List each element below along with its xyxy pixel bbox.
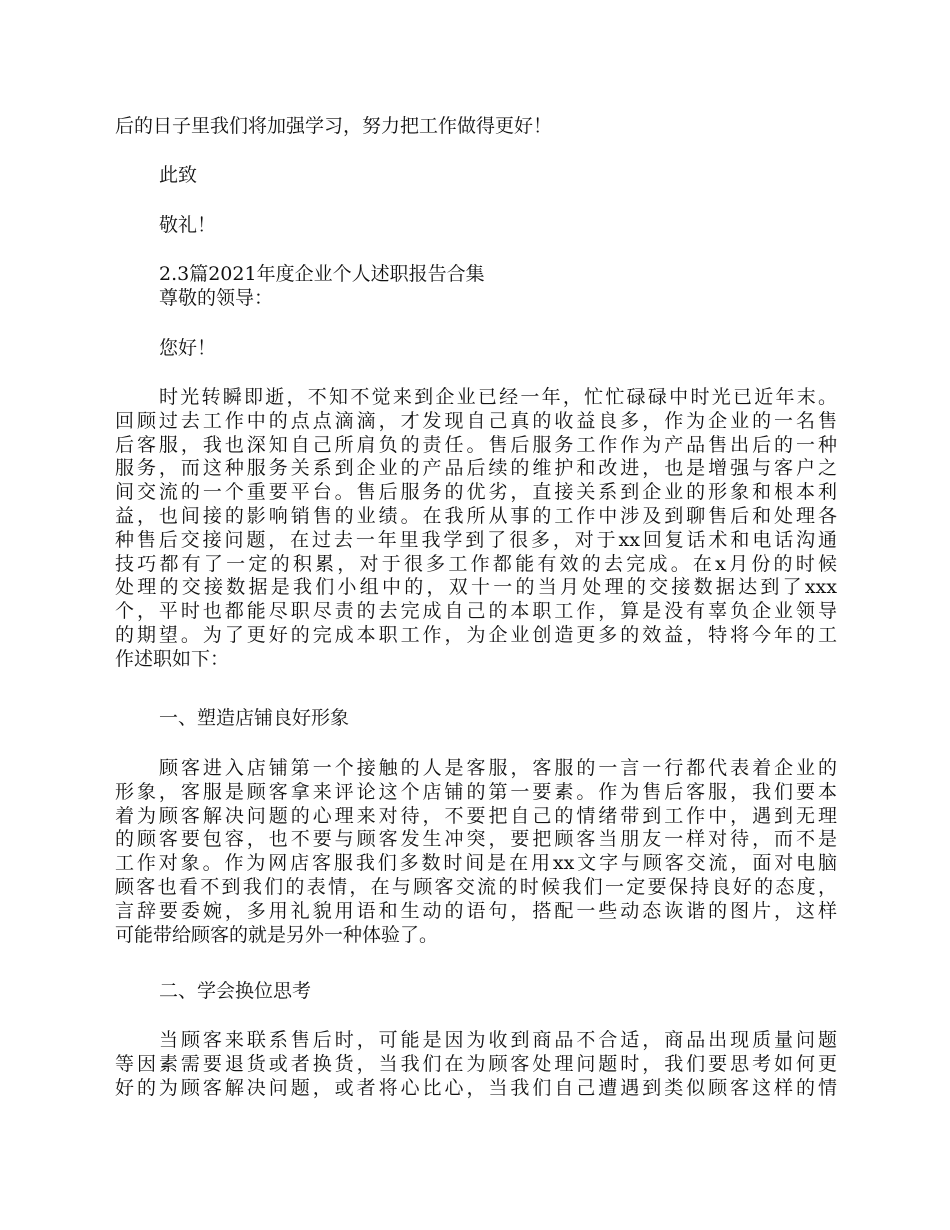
heading-1: 一、塑造店铺良好形象 [159, 707, 350, 729]
salutation: 尊敬的领导： [159, 287, 274, 309]
paragraph-line: 等因素需要退货或者换货，当我们在为顾客处理问题时，我们要思考如何更 [115, 1052, 837, 1075]
paragraph-line: 顾客也看不到我们的表情，在与顾客交流的时候我们一定要保持良好的态度， [115, 875, 837, 898]
paragraph-line: 当顾客来联系售后时，可能是因为收到商品不合适，商品出现质量问题 [159, 1029, 837, 1051]
paragraph-line: 处理的交接数据是我们小组中的，双十一的当月处理的交接数据达到了xxx [115, 576, 837, 599]
paragraph-line: 言辞要委婉，多用礼貌用语和生动的语句，搭配一些动态诙谐的图片，这样 [115, 899, 837, 922]
greeting: 您好！ [159, 337, 217, 359]
paragraph-line: 好的为顾客解决问题，或者将心比心，当我们自己遭遇到类似顾客这样的情 [115, 1076, 837, 1099]
paragraph-line: 间交流的一个重要平台。售后服务的优劣，直接关系到企业的形象和根本利 [115, 481, 837, 504]
paragraph-line: 工作对象。作为网店客服我们多数时间是在用xx文字与顾客交流，面对电脑 [115, 852, 837, 875]
paragraph-line: 种售后交接问题，在过去一年里我学到了很多，对于xx回复话术和电话沟通 [115, 528, 837, 551]
paragraph-line: 形象，客服是顾客拿来评论这个店铺的第一要素。作为售后客服，我们要本 [115, 780, 837, 803]
continuation-line: 后的日子里我们将加强学习，努力把工作做得更好！ [115, 115, 553, 137]
paragraph-line: 着为顾客解决问题的心理来对待，不要把自己的情绪带到工作中，遇到无理 [115, 804, 837, 827]
paragraph-line: 的期望。为了更好的完成本职工作，为企业创造更多的效益，特将今年的工 [115, 623, 837, 646]
paragraph-line: 的顾客要包容，也不要与顾客发生冲突，要把顾客当朋友一样对待，而不是 [115, 828, 837, 851]
paragraph-1 [115, 386, 837, 672]
closing-line-2: 敬礼！ [159, 214, 217, 236]
paragraph-line: 技巧都有了一定的积累，对于很多工作都能有效的去完成。在x月份的时候 [115, 552, 837, 575]
paragraph-line: 顾客进入店铺第一个接触的人是客服，客服的一言一行都代表着企业的 [159, 757, 837, 779]
paragraph-line: 个，平时也都能尽职尽责的去完成自己的本职工作，算是没有辜负企业领导 [115, 600, 837, 623]
paragraph-2 [115, 757, 837, 947]
paragraph-line: 回顾过去工作中的点点滴滴，才发现自己真的收益良多，作为企业的一名售 [115, 409, 837, 432]
paragraph-line: 作述职如下： [115, 647, 230, 670]
paragraph-line: 时光转瞬即逝，不知不觉来到企业已经一年，忙忙碌碌中时光已近年末。 [159, 386, 837, 408]
closing-line-1: 此致 [159, 164, 198, 186]
heading-2: 二、学会换位思考 [159, 980, 312, 1002]
paragraph-line: 服务，而这种服务关系到企业的产品后续的维护和改进，也是增强与客户之 [115, 457, 837, 480]
paragraph-line: 益，也间接的影响销售的业绩。在我所从事的工作中涉及到聊售后和处理各 [115, 504, 837, 527]
paragraph-line: 可能带给顾客的就是另外一种体验了。 [115, 923, 439, 946]
paragraph-3 [115, 1029, 837, 1100]
paragraph-line: 后客服，我也深知自己所肩负的责任。售后服务工作作为产品售出后的一种 [115, 433, 837, 456]
section-title: 2.3篇2021年度企业个人述职报告合集 [159, 263, 485, 285]
